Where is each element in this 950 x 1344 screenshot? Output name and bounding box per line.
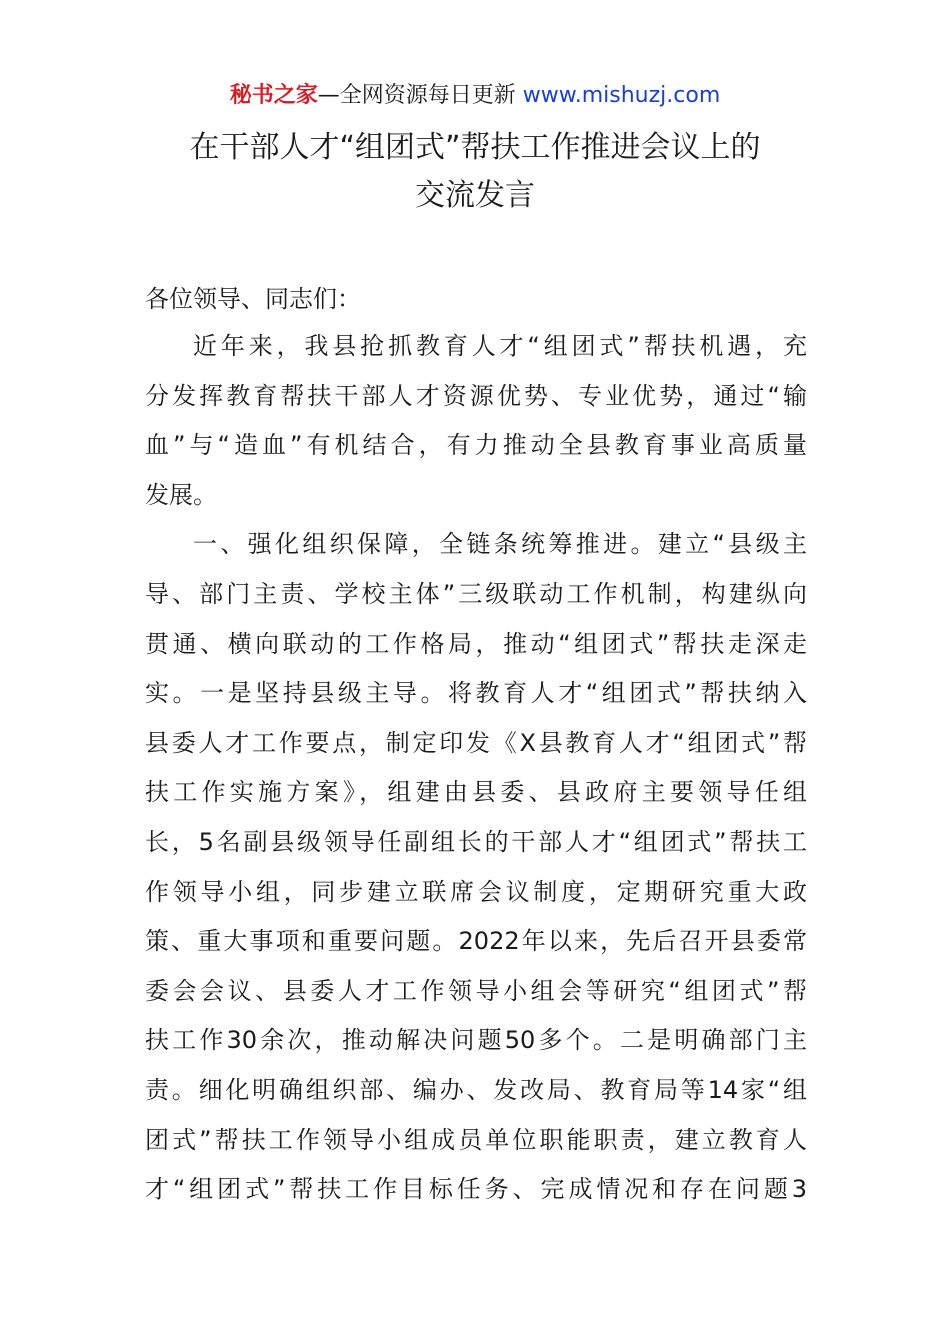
text-line: 扶工作30余次，推动解决问题50多个。二是明确部门主 [145,1026,807,1055]
text-line: 近年来，我县抢抓教育人才“组团式”帮扶机遇，充 [193,332,807,360]
document-title [0,124,950,220]
text-line: 血”与“造血”有机结合，有力推动全县教育事业高质量 [145,431,807,460]
text-line: 导、部门主责、学校主体”三级联动工作机制，构建纵向 [145,580,807,608]
site-tagline: —全网资源每日更新 [317,83,516,108]
text-line: 团式”帮扶工作领导小组成员单位职能职责，建立教育人 [145,1125,807,1154]
title-line-2: 交流发言 [415,178,535,213]
text-line: 实。一是坚持县级主导。将教育人才“组团式”帮扶纳入 [145,679,807,708]
site-brand: 秘书之家 [229,83,318,108]
text-line: 分发挥教育帮扶干部人才资源优势、专业优势，通过“输 [145,381,807,410]
text-line: 作领导小组，同步建立联席会议制度，定期研究重大政 [145,877,807,906]
text-line: 委会会议、县委人才工作领导小组会等研究“组团式”帮 [145,976,807,1005]
text-line: 发展。 [145,480,217,509]
text-line: 策、重大事项和重要问题。2022年以来，先后召开县委常 [145,927,807,956]
text-line: 扶工作实施方案》，组建由县委、县政府主要领导任组 [145,778,807,807]
text-line: 贯通、横向联动的工作格局，推动“组团式”帮扶走深走 [145,629,807,658]
site-header [0,80,950,112]
text-line: 责。细化明确组织部、编办、发改局、教育局等14家“组 [145,1076,807,1104]
text-line: 县委人才工作要点，制定印发《X县教育人才“组团式”帮 [145,728,807,757]
text-line: 才“组团式”帮扶工作目标任务、完成情况和存在问题3 [145,1175,807,1204]
text-line: 长，5名副县级领导任副组长的干部人才“组团式”帮扶工 [145,828,807,856]
title-line-1: 在干部人才“组团式”帮扶工作推进会议上的 [189,130,761,165]
site-url-link[interactable]: www.mishuzj.com [515,83,721,108]
salutation: 各位领导、同志们： [145,285,361,313]
text-line: 一、强化组织保障，全链条统筹推进。建立“县级主 [193,530,807,559]
